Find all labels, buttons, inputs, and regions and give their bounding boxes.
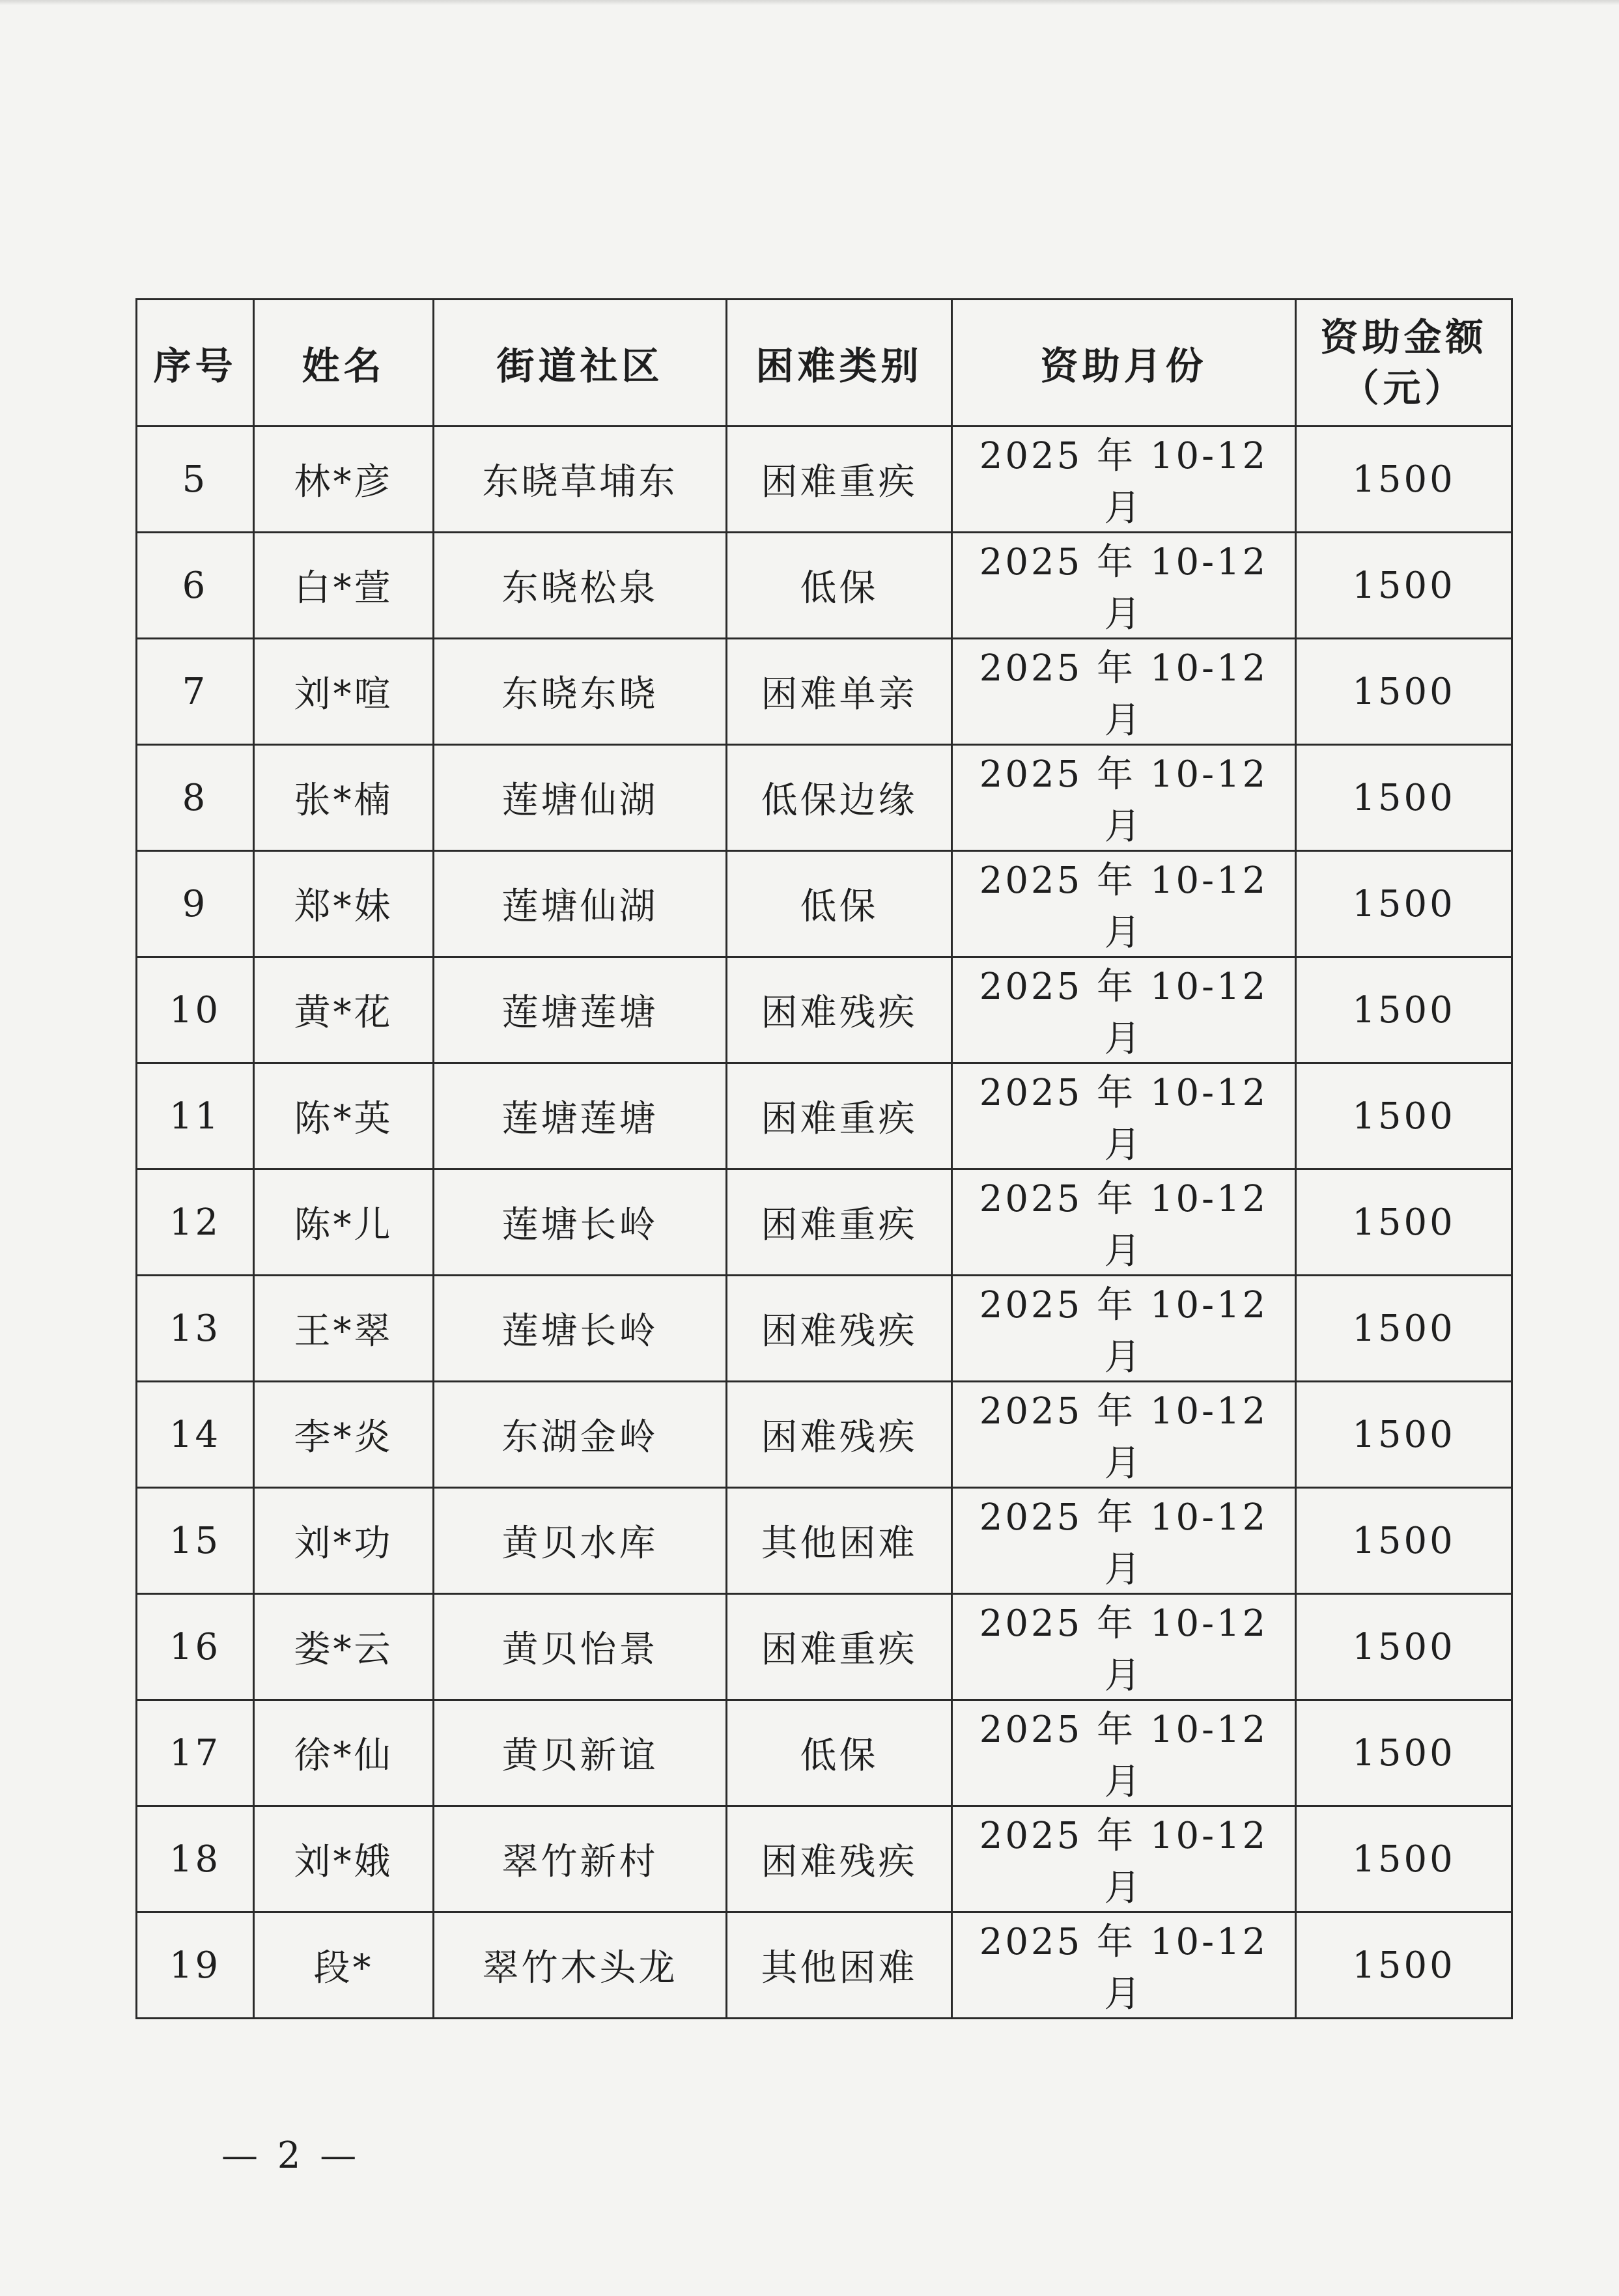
cell-seq: 5 [137,427,254,533]
header-amount [1296,300,1512,427]
cell-name: 李*炎 [254,1382,434,1488]
cell-name: 张*楠 [254,745,434,851]
page-number: — 2 — [221,2135,361,2177]
table-header-row [137,300,1512,427]
cell-seq: 14 [137,1382,254,1488]
cell-community: 莲塘莲塘 [434,957,727,1063]
table-row [137,1276,1512,1382]
cell-month: 2025 年 10-12 月 [952,1594,1296,1700]
cell-name: 黄*花 [254,957,434,1063]
cell-seq: 17 [137,1700,254,1806]
page-edge [0,0,1619,5]
cell-name: 娄*云 [254,1594,434,1700]
cell-month: 2025 年 10-12 月 [952,851,1296,957]
cell-month: 2025 年 10-12 月 [952,1169,1296,1276]
cell-seq: 9 [137,851,254,957]
cell-category: 低保边缘 [727,745,952,851]
cell-seq: 10 [137,957,254,1063]
cell-community: 翠竹新村 [434,1806,727,1912]
cell-amount: 1500 [1296,533,1512,639]
cell-category: 困难残疾 [727,957,952,1063]
cell-amount: 1500 [1296,745,1512,851]
cell-amount: 1500 [1296,1276,1512,1382]
cell-month: 2025 年 10-12 月 [952,533,1296,639]
cell-month: 2025 年 10-12 月 [952,745,1296,851]
cell-seq: 7 [137,639,254,745]
cell-community: 黄贝怡景 [434,1594,727,1700]
cell-name: 白*萱 [254,533,434,639]
cell-category: 低保 [727,1700,952,1806]
cell-amount: 1500 [1296,639,1512,745]
cell-community: 东晓松泉 [434,533,727,639]
cell-category: 困难重疾 [727,1063,952,1169]
table-row [137,1382,1512,1488]
cell-month: 2025 年 10-12 月 [952,1912,1296,2019]
cell-month: 2025 年 10-12 月 [952,1806,1296,1912]
table-row [137,851,1512,957]
header-category: 困难类别 [727,300,952,427]
cell-amount: 1500 [1296,1488,1512,1594]
cell-category: 其他困难 [727,1488,952,1594]
cell-category: 困难残疾 [727,1806,952,1912]
cell-seq: 15 [137,1488,254,1594]
table-row [137,745,1512,851]
cell-community: 莲塘仙湖 [434,851,727,957]
cell-seq: 12 [137,1169,254,1276]
cell-seq: 8 [137,745,254,851]
cell-month: 2025 年 10-12 月 [952,1488,1296,1594]
cell-name: 徐*仙 [254,1700,434,1806]
header-amount-unit: （元） [1341,366,1467,410]
cell-category: 低保 [727,851,952,957]
cell-seq: 6 [137,533,254,639]
cell-month: 2025 年 10-12 月 [952,427,1296,533]
cell-category: 低保 [727,533,952,639]
cell-community: 莲塘长岭 [434,1276,727,1382]
cell-category: 困难重疾 [727,427,952,533]
cell-amount: 1500 [1296,1700,1512,1806]
cell-category: 困难重疾 [727,1169,952,1276]
cell-month: 2025 年 10-12 月 [952,1700,1296,1806]
cell-seq: 19 [137,1912,254,2019]
table-row [137,533,1512,639]
cell-community: 东湖金岭 [434,1382,727,1488]
cell-community: 黄贝新谊 [434,1700,727,1806]
cell-name: 段* [254,1912,434,2019]
cell-amount: 1500 [1296,1063,1512,1169]
table-row [137,1912,1512,2019]
table-row [137,1488,1512,1594]
header-name: 姓名 [254,300,434,427]
cell-name: 刘*喧 [254,639,434,745]
aid-table [135,298,1513,2019]
cell-amount: 1500 [1296,427,1512,533]
cell-community: 东晓草埔东 [434,427,727,533]
cell-community: 翠竹木头龙 [434,1912,727,2019]
cell-community: 东晓东晓 [434,639,727,745]
cell-community: 莲塘仙湖 [434,745,727,851]
cell-name: 林*彦 [254,427,434,533]
cell-name: 刘*功 [254,1488,434,1594]
cell-name: 刘*娥 [254,1806,434,1912]
table-row [137,639,1512,745]
table-row [137,1063,1512,1169]
cell-community: 黄贝水库 [434,1488,727,1594]
table-row [137,957,1512,1063]
header-community: 街道社区 [434,300,727,427]
cell-category: 困难残疾 [727,1276,952,1382]
cell-amount: 1500 [1296,1806,1512,1912]
header-seq: 序号 [137,300,254,427]
table-row [137,1806,1512,1912]
cell-month: 2025 年 10-12 月 [952,957,1296,1063]
cell-category: 困难单亲 [727,639,952,745]
table-row [137,1169,1512,1276]
cell-name: 陈*儿 [254,1169,434,1276]
cell-month: 2025 年 10-12 月 [952,1382,1296,1488]
cell-community: 莲塘莲塘 [434,1063,727,1169]
cell-month: 2025 年 10-12 月 [952,639,1296,745]
table-row [137,1594,1512,1700]
cell-month: 2025 年 10-12 月 [952,1063,1296,1169]
cell-amount: 1500 [1296,851,1512,957]
cell-community: 莲塘长岭 [434,1169,727,1276]
cell-amount: 1500 [1296,1594,1512,1700]
cell-amount: 1500 [1296,1912,1512,2019]
cell-amount: 1500 [1296,1169,1512,1276]
cell-seq: 16 [137,1594,254,1700]
cell-seq: 11 [137,1063,254,1169]
cell-category: 其他困难 [727,1912,952,2019]
header-amount-label: 资助金额 [1320,315,1487,359]
table-row [137,1700,1512,1806]
cell-seq: 18 [137,1806,254,1912]
cell-name: 郑*妹 [254,851,434,957]
header-month: 资助月份 [952,300,1296,427]
cell-seq: 13 [137,1276,254,1382]
cell-amount: 1500 [1296,1382,1512,1488]
cell-month: 2025 年 10-12 月 [952,1276,1296,1382]
cell-category: 困难残疾 [727,1382,952,1488]
cell-name: 王*翠 [254,1276,434,1382]
cell-amount: 1500 [1296,957,1512,1063]
cell-name: 陈*英 [254,1063,434,1169]
cell-category: 困难重疾 [727,1594,952,1700]
table-row [137,427,1512,533]
